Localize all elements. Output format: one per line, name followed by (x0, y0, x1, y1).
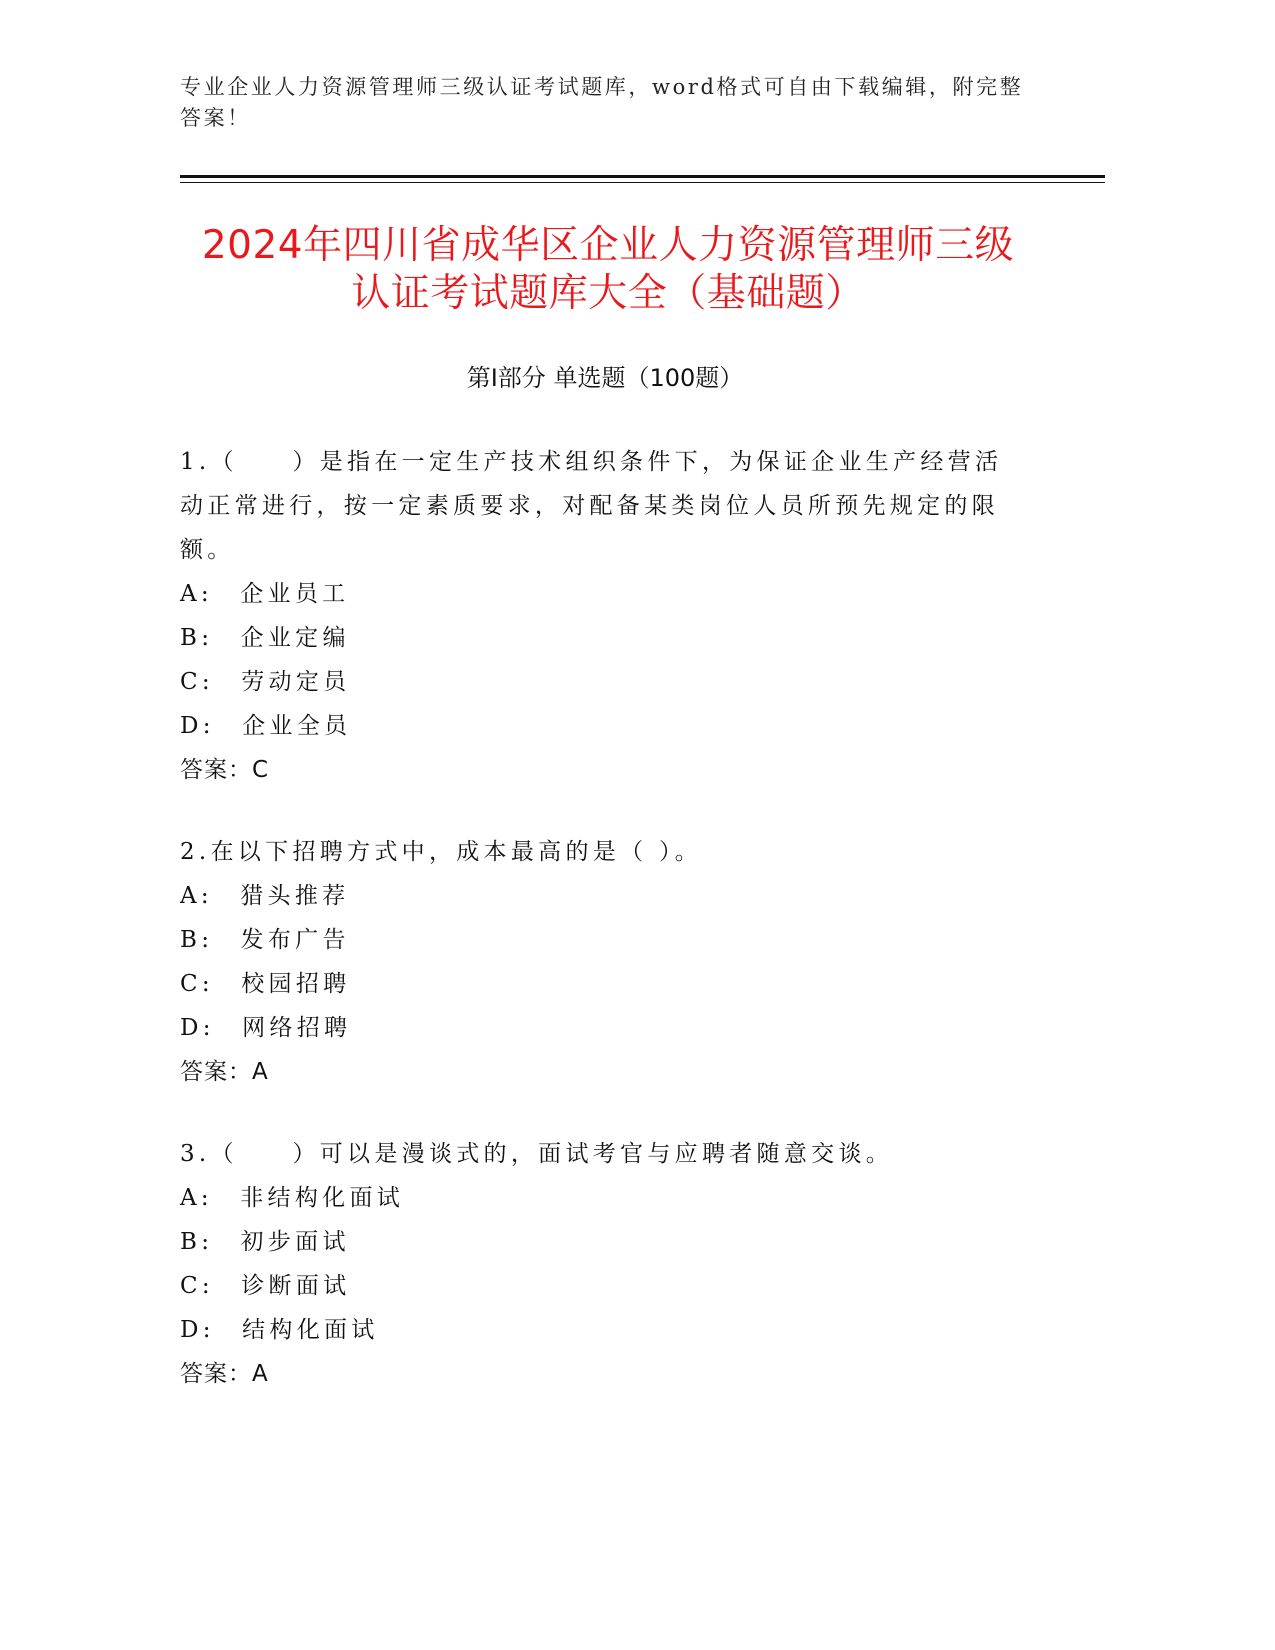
option-c: C: 诊断面试 (180, 1273, 351, 1299)
document-page (180, 72, 1110, 1434)
question-2 (180, 830, 1110, 1094)
question-stem: 3.（ ）可以是漫谈式的，面试考官与应聘者随意交谈。 (180, 1141, 894, 1167)
option-c: C: 劳动定员 (180, 669, 351, 695)
option-a: A: 猎头推荐 (180, 883, 350, 909)
section-title: 第I部分 单选题（100题） (466, 364, 744, 392)
question-list (180, 440, 1110, 1396)
answer: 答案：A (180, 1059, 269, 1085)
question-stem: 1.（ ）是指在一定生产技术组织条件下，为保证企业生产经营活动正常进行，按一定素质要求，对配备某类岗位人员所预先规定的限额。 (180, 449, 1003, 563)
document-title: 2024年四川省成华区企业人力资源管理师三级认证考试题库大全（基础题） (201, 223, 1015, 316)
answer: 答案：C (180, 757, 270, 783)
header-rule-thick (180, 175, 1105, 178)
option-d: D: 企业全员 (180, 713, 352, 739)
option-b: B: 初步面试 (180, 1229, 350, 1255)
option-d: D: 结构化面试 (180, 1317, 379, 1343)
question-3 (180, 1132, 1110, 1396)
option-a: A: 企业员工 (180, 581, 350, 607)
option-a: A: 非结构化面试 (180, 1185, 405, 1211)
option-b: B: 发布广告 (180, 927, 350, 953)
header-note: 专业企业人力资源管理师三级认证考试题库，word格式可自由下载编辑，附完整答案！ (180, 75, 1024, 130)
option-c: C: 校园招聘 (180, 971, 351, 997)
option-d: D: 网络招聘 (180, 1015, 352, 1041)
question-1 (180, 440, 1110, 792)
question-stem: 2.在以下招聘方式中，成本最高的是（ ）。 (180, 839, 703, 865)
answer: 答案：A (180, 1361, 269, 1387)
option-b: B: 企业定编 (180, 625, 350, 651)
header-rule-thin (180, 182, 1105, 183)
